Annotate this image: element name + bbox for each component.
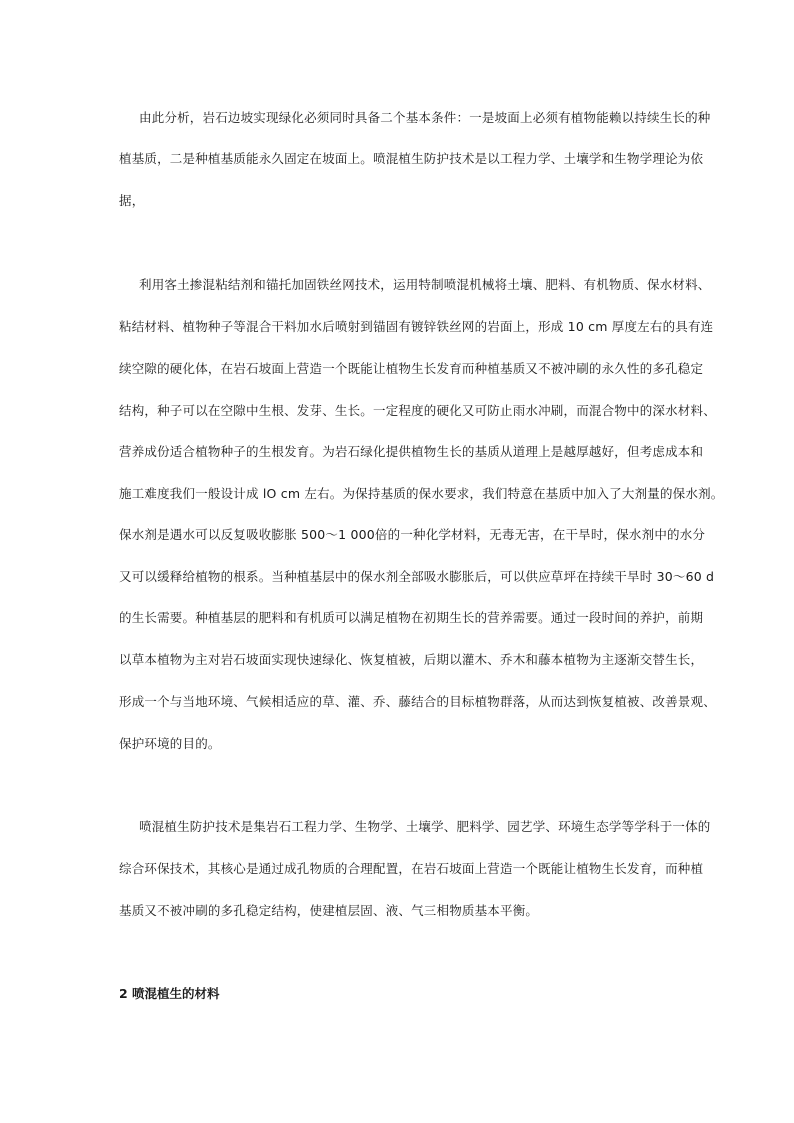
paragraph-2-line-4: 结构，种子可以在空隙中生根、发芽、生长。一定程度的硬化又可防止雨水冲刷，而混合物中的深水材料、 bbox=[119, 403, 716, 418]
paragraph-3-line-2: 综合环保技术，其核心是通过成孔物质的合理配置，在岩石坡面上营造一个既能让植物生长发育，而种植 bbox=[119, 861, 704, 876]
paragraph-2-line-10: 以草本植物为主对岩石坡面实现快速绿化、恢复植被，后期以灌木、乔木和藤本植物为主逐渐交替生长， bbox=[119, 652, 704, 667]
paragraph-3-line-1: 喷混植生防护技术是集岩石工程力学、生物学、土壤学、肥料学、园艺学、环境生态学等学科于一体的 bbox=[139, 819, 711, 834]
paragraph-2-line-12: 保护环境的目的。 bbox=[119, 736, 221, 751]
paragraph-2-line-2: 粘结材料、植物种子等混合干料加水后喷射到锚固有镀锌铁丝网的岩面上，形成 10 cm 厚度左右的具有连 bbox=[119, 319, 714, 334]
section-heading: 2 喷混植生的材料 bbox=[119, 986, 220, 1001]
paragraph-2-line-6: 施工难度我们一般设计成 lO cm 左右。为保持基质的保水要求，我们特意在基质中加入了大剂量的保水剂。 bbox=[119, 486, 724, 501]
paragraph-2-line-1: 利用客土掺混粘结剂和锚托加固铁丝网技术，运用特制喷混机械将土壤、肥料、有机物质、保水材料、 bbox=[139, 277, 711, 292]
paragraph-2-line-8: 又可以缓释给植物的根系。当种植基层中的保水剂全部吸水膨胀后，可以供应草坪在持续干旱时 30～60 d bbox=[119, 569, 715, 584]
paragraph-1-line-1: 由此分析，岩石边坡实现绿化必须同时具备二个基本条件：一是坡面上必须有植物能赖以持续生长的种 bbox=[139, 110, 711, 125]
paragraph-2-line-11: 形成一个与当地环境、气候相适应的草、灌、乔、藤结合的目标植物群落，从而达到恢复植被、改善景观、 bbox=[119, 694, 716, 709]
paragraph-1-line-3: 据， bbox=[119, 193, 145, 208]
paragraph-2-line-7: 保水剂是遇水可以反复吸收膨胀 500～1 000倍的一种化学材料，无毒无害，在干旱时，保水剂中的水分 bbox=[119, 527, 706, 542]
paragraph-1-line-2: 植基质，二是种植基质能永久固定在坡面上。喷混植生防护技术是以工程力学、土壤学和生物学理论为依 bbox=[119, 151, 704, 166]
paragraph-2-line-9: 的生长需要。种植基层的肥料和有机质可以满足植物在初期生长的营养需要。通过一段时间的养护，前期 bbox=[119, 610, 704, 625]
paragraph-3-line-3: 基质又不被冲刷的多孔稳定结构，使建植层固、液、气三相物质基本平衡。 bbox=[119, 903, 539, 918]
paragraph-2-line-5: 营养成份适合植物种子的生根发育。为岩石绿化提供植物生长的基质从道理上是越厚越好，但考虑成本和 bbox=[119, 444, 704, 459]
paragraph-2-line-3: 续空隙的硬化体，在岩石坡面上营造一个既能让植物生长发育而种植基质又不被冲刷的永久性的多孔稳定 bbox=[119, 361, 704, 376]
